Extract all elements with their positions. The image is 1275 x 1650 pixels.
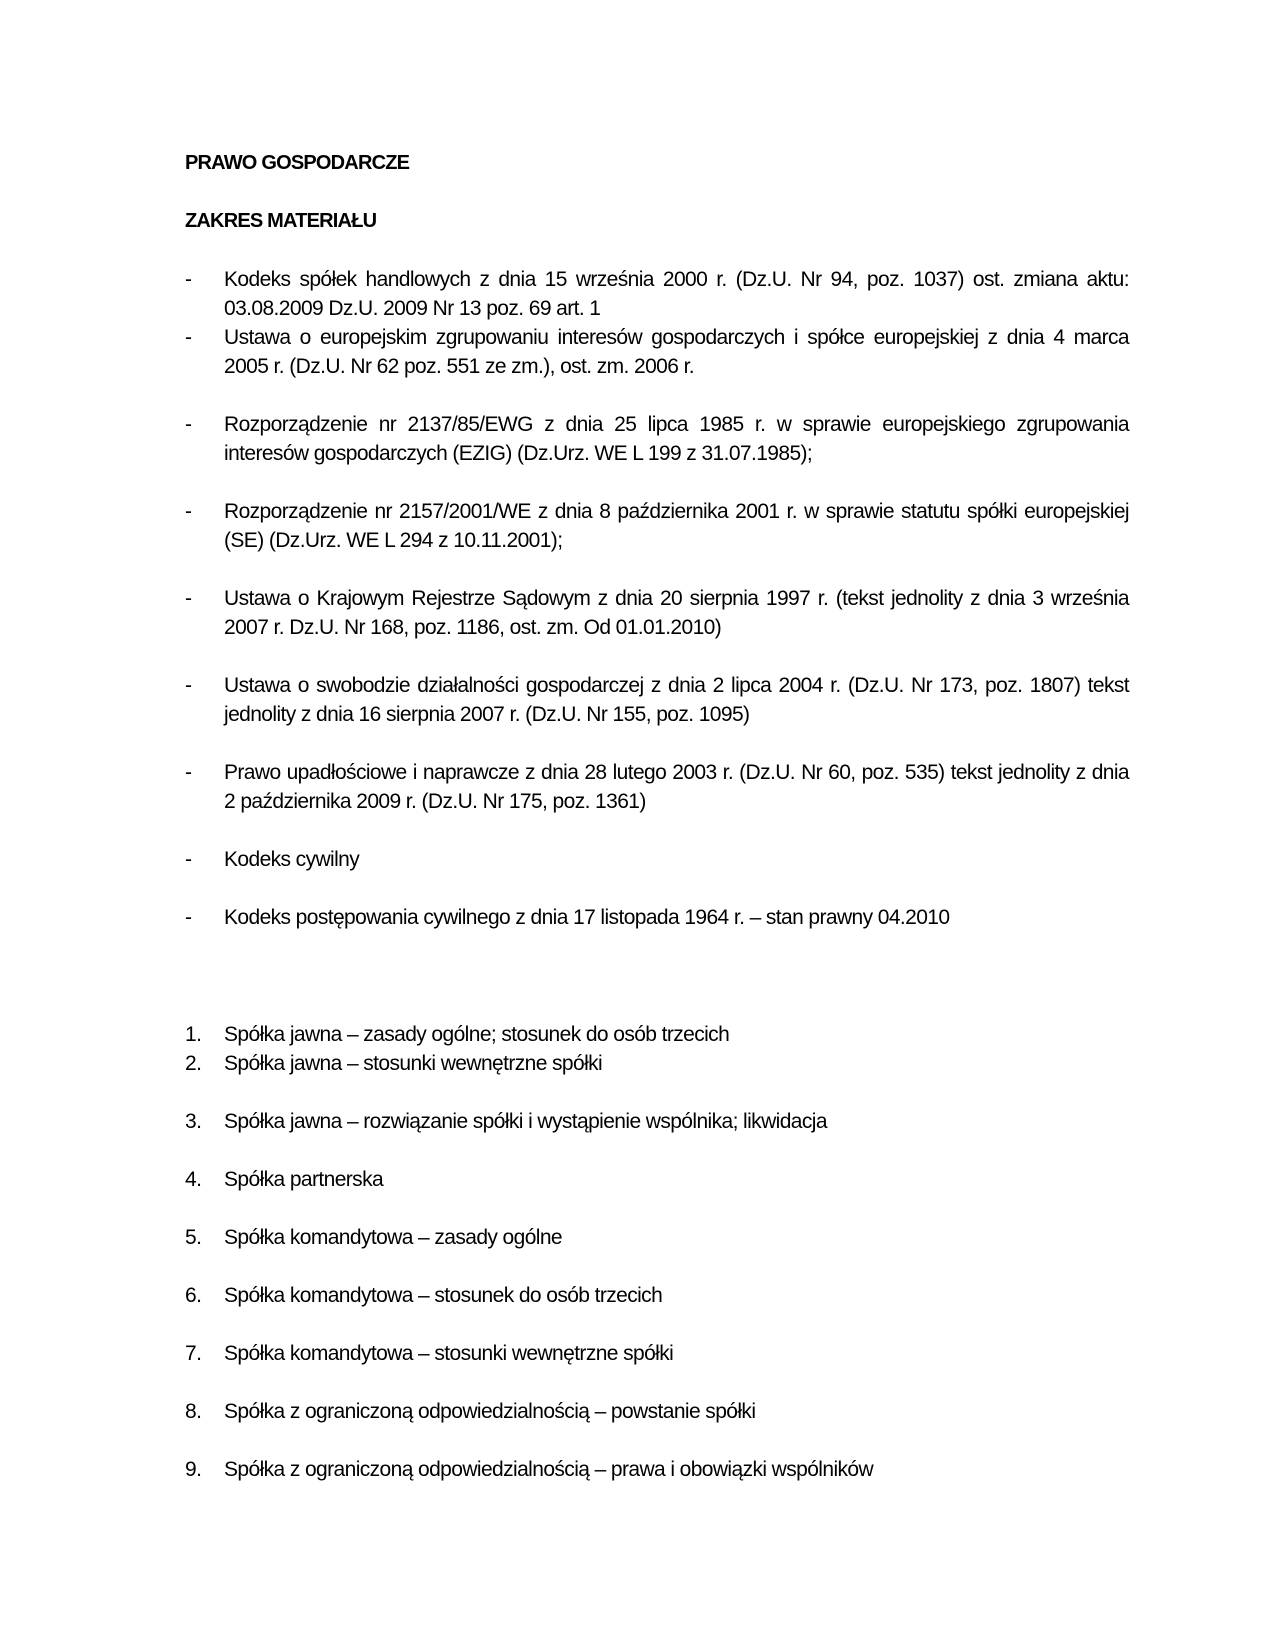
topic-text: Spółka partnerska: [224, 1168, 384, 1191]
topic-text: Spółka jawna – stosunki wewnętrzne spółki: [224, 1052, 603, 1075]
topic-item: [185, 1107, 1129, 1136]
list-bullet: -: [185, 906, 192, 929]
topic-item: [185, 1339, 1129, 1368]
legal-act-text: Ustawa o swobodzie działalności gospodarczej z dnia 2 lipca 2004 r. (Dz.U. Nr 173, poz. 1807) tekst jednolity z dnia 16 sierpnia 2007 r. (Dz.U. Nr 155, poz. 1095): [224, 674, 1129, 726]
topic-item: [185, 1020, 1129, 1049]
legal-act-text: Prawo upadłościowe i naprawcze z dnia 28 lutego 2003 r. (Dz.U. Nr 60, poz. 535) tekst jednolity z dnia 2 października 2009 r. (Dz.U. Nr 175, poz. 1361): [224, 761, 1129, 813]
topic-item: [185, 1455, 1129, 1484]
legal-act-text: Kodeks cywilny: [224, 848, 360, 871]
list-bullet: -: [185, 674, 192, 697]
topic-item: [185, 1397, 1129, 1426]
list-number: 7.: [185, 1342, 202, 1365]
legal-act-item: [185, 323, 1129, 381]
list-number: 4.: [185, 1168, 202, 1191]
topic-item: [185, 1223, 1129, 1252]
list-number: 1.: [185, 1023, 202, 1046]
list-number: 9.: [185, 1458, 202, 1481]
list-bullet: -: [185, 413, 192, 436]
list-number: 6.: [185, 1284, 202, 1307]
list-bullet: -: [185, 326, 192, 349]
list-bullet: -: [185, 761, 192, 784]
legal-act-item: [185, 584, 1129, 642]
document-subtitle: ZAKRES MATERIAŁU: [185, 210, 377, 232]
topic-text: Spółka komandytowa – zasady ogólne: [224, 1226, 562, 1249]
legal-act-text: Rozporządzenie nr 2157/2001/WE z dnia 8 października 2001 r. w sprawie statutu spółki europejskiej (SE) (Dz.Urz. WE L 294 z 10.11.2001);: [224, 500, 1129, 552]
topic-text: Spółka jawna – zasady ogólne; stosunek do osób trzecich: [224, 1023, 730, 1046]
legal-act-text: Kodeks postępowania cywilnego z dnia 17 listopada 1964 r. – stan prawny 04.2010: [224, 906, 950, 929]
topic-item: [185, 1281, 1129, 1310]
topic-item: [185, 1165, 1129, 1194]
list-bullet: -: [185, 848, 192, 871]
list-bullet: -: [185, 587, 192, 610]
legal-act-item: [185, 265, 1129, 323]
topic-text: Spółka komandytowa – stosunki wewnętrzne spółki: [224, 1342, 674, 1365]
topic-text: Spółka z ograniczoną odpowiedzialnością – powstanie spółki: [224, 1400, 756, 1423]
legal-act-item: [185, 903, 1129, 932]
topic-text: Spółka jawna – rozwiązanie spółki i wystąpienie wspólnika; likwidacja: [224, 1110, 827, 1133]
legal-act-text: Ustawa o europejskim zgrupowaniu interesów gospodarczych i spółce europejskiej z dnia 4 marca 2005 r. (Dz.U. Nr 62 poz. 551 ze zm.), ost. zm. 2006 r.: [224, 326, 1129, 378]
legal-act-text: Ustawa o Krajowym Rejestrze Sądowym z dnia 20 sierpnia 1997 r. (tekst jednolity z dnia 3 września 2007 r. Dz.U. Nr 168, poz. 1186, ost. zm. Od 01.01.2010): [224, 587, 1129, 639]
topic-text: Spółka z ograniczoną odpowiedzialnością – prawa i obowiązki wspólników: [224, 1458, 874, 1481]
legal-act-item: [185, 758, 1129, 816]
list-bullet: -: [185, 268, 192, 291]
document-title: PRAWO GOSPODARCZE: [185, 152, 410, 174]
list-number: 2.: [185, 1052, 202, 1075]
legal-act-item: [185, 497, 1129, 555]
legal-act-item: [185, 671, 1129, 729]
topic-item: [185, 1049, 1129, 1078]
legal-act-text: Rozporządzenie nr 2137/85/EWG z dnia 25 lipca 1985 r. w sprawie europejskiego zgrupowania interesów gospodarczych (EZIG) (Dz.Urz. WE L 199 z 31.07.1985);: [224, 413, 1129, 465]
legal-act-item: [185, 845, 1129, 874]
list-number: 5.: [185, 1226, 202, 1249]
list-bullet: -: [185, 500, 192, 523]
list-number: 3.: [185, 1110, 202, 1133]
topic-text: Spółka komandytowa – stosunek do osób trzecich: [224, 1284, 663, 1307]
list-number: 8.: [185, 1400, 202, 1423]
legal-act-text: Kodeks spółek handlowych z dnia 15 września 2000 r. (Dz.U. Nr 94, poz. 1037) ost. zmiana aktu: 03.08.2009 Dz.U. 2009 Nr 13 poz. 69 art. 1: [224, 268, 1129, 320]
legal-act-item: [185, 410, 1129, 468]
